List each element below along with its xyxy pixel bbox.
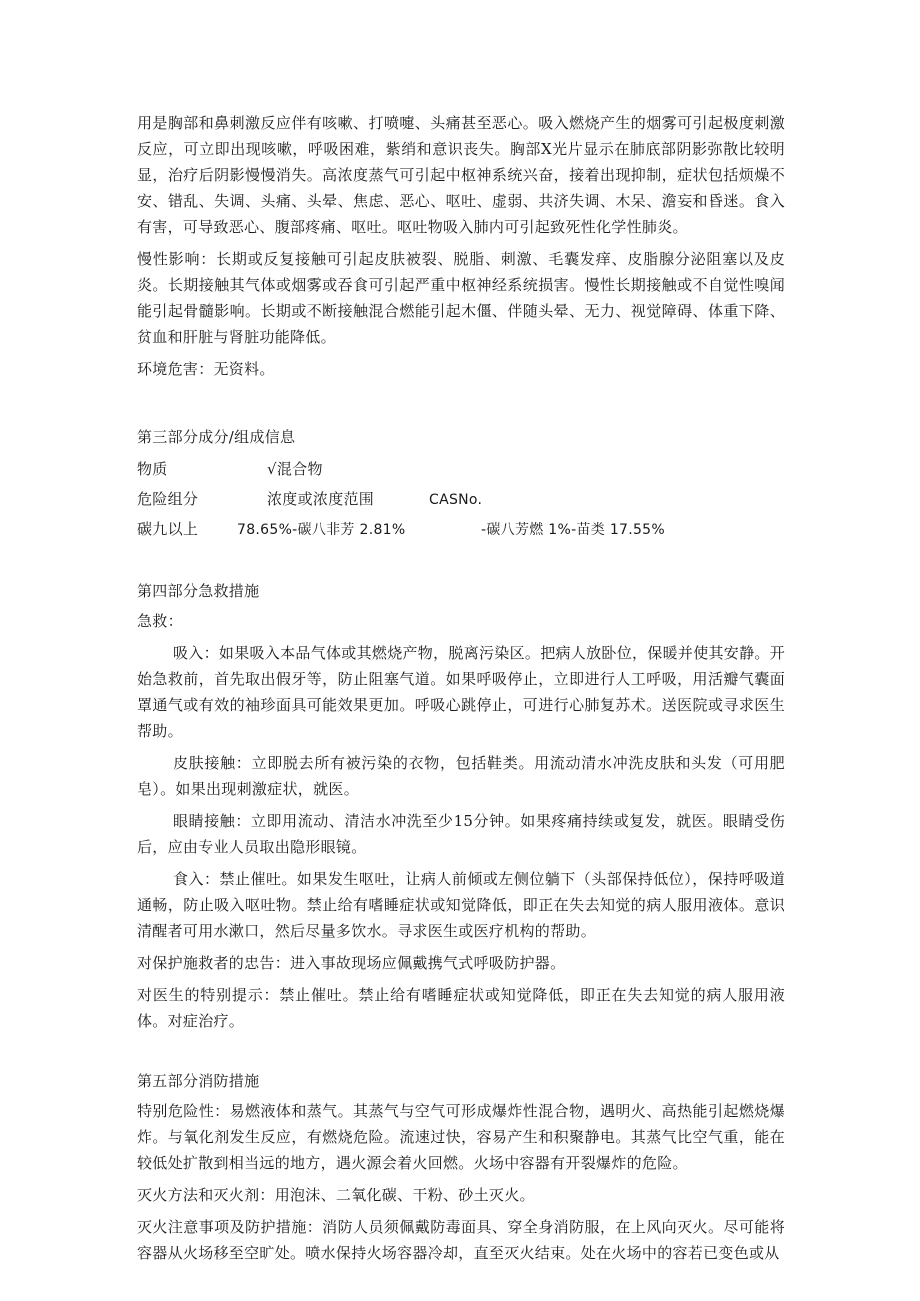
extinguishing-media: 灭火方法和灭火剂：用泡沫、二氧化碳、干粉、砂土灭火。 xyxy=(137,1186,535,1204)
doctor-note: 对医生的特别提示：禁止催吐。禁止给有嗜睡症状或知觉降低，即正在失去知觉的病人服用液体。对症治疗。 xyxy=(137,986,785,1030)
document-page xyxy=(137,110,785,1272)
composition-row-substance xyxy=(137,454,785,484)
section5-title: 第五部分消防措施 xyxy=(137,1072,260,1090)
cas-header: CASNo. xyxy=(429,492,483,508)
substance-label: 物质 xyxy=(137,460,168,478)
first-aid-skin: 皮肤接触：立即脱去所有被污染的衣物，包括鞋类。用流动清水冲洗皮肤和头发（可用肥皂）。如果出现刺激症状，就医。 xyxy=(137,754,785,798)
chronic-effects-paragraph: 慢性影响：长期或反复接触可引起皮肤被裂、脱脂、刺激、毛囊发痒、皮脂腺分泌阻塞以及皮炎。长期接触其气体或烟雾或吞食可引起严重中枢神经系统损害。慢性长期接触或不自觉性嗅闻能引起骨髓影响。长期或不断接触混合燃能引起木僵、伴随头晕、无力、视觉障碍、体重下降、贫血和肝脏与肾脏功能降低。 xyxy=(137,250,785,346)
substance-value: √混合物 xyxy=(267,460,323,478)
component-concentration: 78.65%-碳八非芳 2.81% xyxy=(237,522,406,538)
component-extra: -碳八芳燃 1%-苗类 17.55% xyxy=(481,522,665,538)
first-aid-label: 急救： xyxy=(137,612,183,630)
concentration-header: 浓度或浓度范围 xyxy=(267,490,375,508)
composition-row-components xyxy=(137,514,785,544)
rescuer-advice: 对保护施救者的忠告：进入事故现场应佩戴携气式呼吸防护器。 xyxy=(137,954,566,972)
section4-title: 第四部分急救措施 xyxy=(137,582,260,600)
environmental-hazard-paragraph: 环境危害：无资料。 xyxy=(137,360,275,378)
first-aid-inhalation: 吸入：如果吸入本品气体或其燃烧产物，脱离污染区。把病人放卧位，保暖并使其安静。开始急救前，首先取出假牙等，防止阻塞气道。如果呼吸停止，立即进行人工呼吸，用活瓣气囊面罩通气或有效的袖珍面具可能效果更加。呼吸心跳停止，可进行心肺复苏术。送医院或寻求医生帮助。 xyxy=(137,644,786,740)
section3-title: 第三部分成分/组成信息 xyxy=(137,428,296,446)
first-aid-ingestion: 食入：禁止催吐。如果发生呕吐，让病人前倾或左侧位躺下（头部保持低位），保持呼吸道通畅，防止吸入呕吐物。禁止给有嗜睡症状或知觉降低，即正在失去知觉的病人服用液体。意识清醒者可用水漱口，然后尽量多饮水。寻求医生或医疗机构的帮助。 xyxy=(137,870,785,940)
component-name: 碳九以上 xyxy=(137,520,199,538)
first-aid-eyes: 眼睛接触：立即用流动、清洁水冲洗至少15分钟。如果疼痛持续或复发，就医。眼睛受伤后，应由专业人员取出隐形眼镜。 xyxy=(137,812,785,856)
composition-row-header xyxy=(137,484,785,514)
firefighting-precautions: 灭火注意事项及防护措施：消防人员须佩戴防毒面具、穿全身消防服，在上风向灭火。尽可能将容器从火场移至空旷处。喷水保持火场容器冷却，直至灭火结束。处在火场中的容若已变色或从 xyxy=(137,1218,785,1262)
fire-hazard: 特别危险性：易燃液体和蒸气。其蒸气与空气可形成爆炸性混合物，遇明火、高热能引起燃烧爆炸。与氧化剂发生反应，有燃烧危险。流速过快，容易产生和积聚静电。其蒸气比空气重，能在较低处扩散到相当远的地方，遇火源会着火回燃。火场中容器有开裂爆炸的危险。 xyxy=(137,1102,785,1172)
hazardous-components-label: 危险组分 xyxy=(137,490,199,508)
health-hazard-paragraph: 用是胸部和鼻刺激反应伴有咳嗽、打喷嚏、头痛甚至恶心。吸入燃烧产生的烟雾可引起极度刺激反应，可立即出现咳嗽，呼吸困难，紫绡和意识丧失。胸部X光片显示在肺底部阴影弥散比较明显，治疗后阴影慢慢消失。高浓度蒸气可引起中枢神系统兴奋，接着出现抑制，症状包括烦燥不安、错乱、失调、头痛、头晕、焦虑、恶心、呕吐、虚弱、共济失调、木呆、澹妄和昏迷。食入有害，可导致恶心、腹部疼痛、呕吐。呕吐物吸入肺内可引起致死性化学性肺炎。 xyxy=(137,114,785,236)
